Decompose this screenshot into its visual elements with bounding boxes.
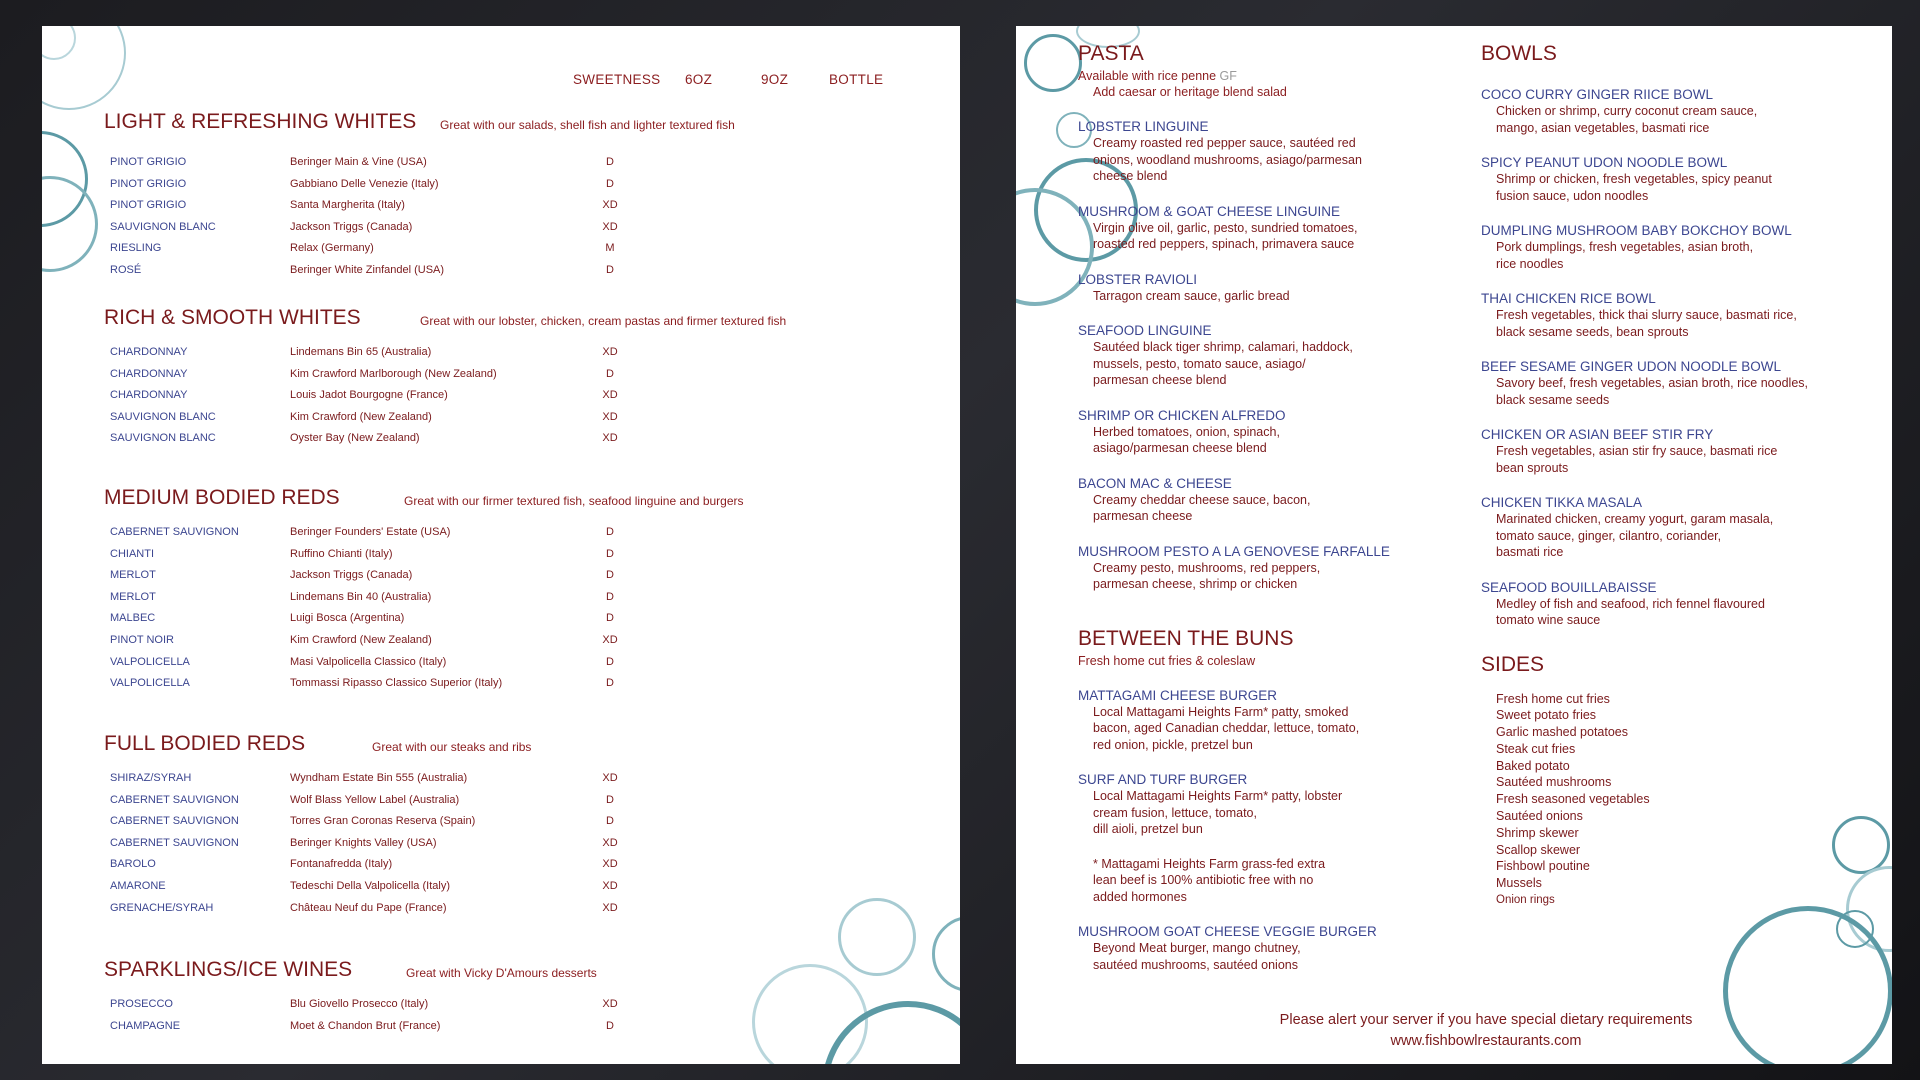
wine-sweetness: XD — [602, 880, 618, 892]
menu-item-name: SEAFOOD LINGUINE — [1078, 323, 1212, 338]
pasta-salad-note: Add caesar or heritage blend salad — [1093, 85, 1287, 99]
menu-item — [1078, 543, 1438, 593]
wine-producer: Blu Giovello Prosecco (Italy) — [290, 998, 429, 1010]
side-item: Scallop skewer — [1496, 842, 1581, 857]
menu-item-description: Creamy pesto, mushrooms, red peppers, parmesan cheese, shrimp or chicken — [1093, 560, 1321, 591]
menu-item — [1078, 118, 1438, 185]
wine-sweetness: M — [605, 242, 615, 255]
wine-producer: Tommassi Ripasso Classico Superior (Italy) — [290, 677, 503, 690]
menu-item-description: Shrimp or chicken, fresh vegetables, spicy peanut fusion sauce, udon noodles — [1496, 172, 1772, 203]
wine-name: SAUVIGNON BLANC — [110, 220, 216, 233]
wine-sweetness: D — [606, 569, 614, 582]
wine-producer: Jackson Triggs (Canada) — [290, 220, 413, 233]
menu-item-name: LOBSTER RAVIOLI — [1078, 271, 1198, 287]
rice-penne-note: Available with rice penne — [1078, 69, 1217, 83]
menu-item-description: Tarragon cream sauce, garlic bread — [1093, 288, 1290, 303]
bowls-items — [1481, 86, 1861, 629]
wine-section-title: RICH & SMOOTH WHITES — [104, 306, 361, 329]
wine-section-note: Great with our salads, shell fish and lighter textured fish — [440, 118, 735, 132]
menu-item-name: MUSHROOM GOAT CHEESE VEGGIE BURGER — [1078, 924, 1377, 939]
wine-producer: Ruffino Chianti (Italy) — [290, 547, 393, 560]
wine-section-note: Great with Vicky D'Amours desserts — [406, 966, 597, 980]
wine-name: RIESLING — [110, 242, 162, 255]
wine-producer: Masi Valpolicella Classico (Italy) — [290, 655, 447, 668]
menu-item — [1481, 579, 1861, 629]
menu-item — [1078, 475, 1438, 525]
menu-item — [1481, 494, 1861, 561]
wine-producer: Lindemans Bin 65 (Australia) — [290, 346, 432, 358]
wine-producer: Beringer Main & Vine (USA) — [290, 156, 427, 168]
menu-item-description: Virgin olive oil, garlic, pesto, sundried tomatoes, roasted red peppers, spinach, primavera sauce — [1093, 220, 1358, 251]
wine-name: PINOT GRIGIO — [110, 177, 187, 190]
side-item: Mussels — [1496, 876, 1542, 891]
wine-name: AMARONE — [110, 880, 166, 892]
wine-sweetness: D — [606, 612, 614, 625]
wine-section-title: FULL BODIED REDS — [104, 732, 306, 755]
buns-title: BETWEEN THE BUNS — [1078, 626, 1294, 650]
menu-item-name: BEEF SESAME GINGER UDON NOODLE BOWL — [1481, 359, 1782, 374]
wine-sweetness: XD — [602, 199, 618, 212]
wine-sweetness: D — [606, 526, 614, 538]
decorative-bubble — [932, 916, 960, 992]
wine-producer: Gabbiano Delle Venezie (Italy) — [290, 177, 439, 190]
dietary-notice: Please alert your server if you have special dietary requirements — [1279, 1012, 1693, 1028]
menu-item-description: Medley of fish and seafood, rich fennel flavoured tomato wine sauce — [1496, 596, 1765, 627]
menu-item-name: THAI CHICKEN RICE BOWL — [1481, 291, 1656, 306]
menu-item-name: CHICKEN TIKKA MASALA — [1481, 495, 1643, 510]
wine-name: PINOT GRIGIO — [110, 156, 187, 168]
wine-sweetness: D — [606, 1019, 614, 1032]
wine-producer: Kim Crawford (New Zealand) — [290, 410, 432, 423]
wine-section-note: Great with our firmer textured fish, seafood linguine and burgers — [404, 494, 744, 508]
wine-producer: Lindemans Bin 40 (Australia) — [290, 590, 432, 603]
menu-item — [1481, 222, 1861, 272]
side-item: Sweet potato fries — [1496, 708, 1597, 723]
wine-list-page — [42, 26, 960, 1064]
wine-name: SHIRAZ/SYRAH — [110, 772, 192, 784]
menu-item-name: SURF AND TURF BURGER — [1078, 772, 1248, 787]
wine-sweetness: D — [606, 655, 614, 668]
wine-producer: Fontanafredda (Italy) — [290, 858, 393, 871]
wine-producer: Relax (Germany) — [290, 242, 374, 255]
menu-item-description: Savory beef, fresh vegetables, asian broth, rice noodles, black sesame seeds — [1496, 376, 1808, 407]
wine-name: CHARDONNAY — [110, 389, 188, 402]
wine-producer: Wyndham Estate Bin 555 (Australia) — [290, 772, 468, 784]
pasta-title: PASTA — [1078, 42, 1144, 65]
menu-item — [1078, 203, 1438, 253]
menu-item-description: Sautéed black tiger shrimp, calamari, haddock, mussels, pesto, tomato sauce, asiago/ parmesan cheese blend — [1093, 340, 1353, 387]
menu-item-name: MUSHROOM & GOAT CHEESE LINGUINE — [1078, 203, 1341, 219]
header-sweetness: SWEETNESS — [573, 72, 661, 87]
wine-name: CABERNET SAUVIGNON — [110, 836, 239, 849]
wine-producer: Tedeschi Della Valpolicella (Italy) — [290, 880, 450, 892]
wine-sweetness: XD — [602, 389, 618, 402]
wine-sweetness: D — [606, 590, 614, 603]
menu-item-name: COCO CURRY GINGER RIICE BOWL — [1481, 87, 1714, 102]
wine-producer: Beringer Founders' Estate (USA) — [290, 526, 451, 538]
wine-sweetness: XD — [602, 858, 618, 871]
menu-item-description: Herbed tomatoes, onion, spinach, asiago/parmesan cheese blend — [1093, 424, 1280, 455]
wine-sweetness: D — [606, 177, 614, 190]
wine-name: VALPOLICELLA — [110, 677, 190, 690]
pasta-items — [1078, 118, 1438, 593]
wine-name: CHIANTI — [110, 547, 154, 560]
menu-item-description: Fresh vegetables, asian stir fry sauce, basmati rice bean sprouts — [1496, 444, 1778, 475]
wine-sweetness: XD — [602, 220, 618, 233]
wine-sweetness: XD — [602, 901, 618, 914]
menu-item — [1481, 86, 1861, 136]
bowls-title: BOWLS — [1481, 42, 1557, 65]
wine-sweetness: D — [606, 677, 614, 690]
menu-item-name: CHICKEN OR ASIAN BEEF STIR FRY — [1481, 427, 1714, 442]
sides-items — [1481, 691, 1861, 909]
menu-item-name: BACON MAC & CHEESE — [1078, 475, 1232, 491]
wine-producer: Jackson Triggs (Canada) — [290, 569, 413, 582]
wine-producer: Kim Crawford Marlborough (New Zealand) — [290, 367, 497, 380]
wine-section-note: Great with our steaks and ribs — [372, 740, 532, 754]
wine-sweetness: D — [606, 793, 614, 806]
decorative-bubble — [838, 898, 916, 976]
buns-subtitle: Fresh home cut fries & coleslaw — [1078, 653, 1256, 668]
wine-sweetness: XD — [602, 410, 618, 423]
bowls-column — [1481, 40, 1861, 909]
menu-item — [1481, 290, 1861, 340]
wine-name: BAROLO — [110, 858, 156, 871]
wine-producer: Luigi Bosca (Argentina) — [290, 612, 405, 625]
header-6oz: 6OZ — [685, 72, 713, 87]
menu-item — [1481, 154, 1861, 204]
menu-item-description: Beyond Meat burger, mango chutney, sautéed mushrooms, sautéed onions — [1093, 941, 1301, 972]
pasta-column — [1078, 40, 1438, 973]
wine-sweetness: D — [606, 264, 614, 276]
gf-badge: GF — [1219, 69, 1237, 83]
wine-name: PROSECCO — [110, 998, 173, 1010]
menu-item — [1078, 687, 1438, 754]
wine-section-note: Great with our lobster, chicken, cream pastas and firmer textured fish — [420, 314, 787, 328]
menu-item — [1078, 271, 1438, 305]
menu-item — [1481, 426, 1861, 476]
wine-producer: Louis Jadot Bourgogne (France) — [290, 389, 448, 402]
menu-item-name: SPICY PEANUT UDON NOODLE BOWL — [1481, 155, 1728, 170]
footer — [1136, 1010, 1836, 1052]
beef-note: * Mattagami Heights Farm grass-fed extra lean beef is 100% antibiotic free with no added hormones — [1093, 856, 1326, 904]
side-item: Fresh seasoned vegetables — [1496, 792, 1650, 807]
menu-item-name: MATTAGAMI CHEESE BURGER — [1078, 687, 1278, 703]
wine-name: CHARDONNAY — [110, 367, 188, 380]
wine-name: GRENACHE/SYRAH — [110, 901, 214, 914]
food-menu-page — [1016, 26, 1892, 1064]
wine-sweetness: D — [606, 815, 614, 828]
side-item: Steak cut fries — [1496, 741, 1576, 756]
wine-name: PINOT NOIR — [110, 634, 174, 646]
side-item: Sautéed onions — [1496, 809, 1583, 824]
wine-name: ROSÉ — [110, 264, 142, 276]
wine-sweetness: XD — [602, 772, 618, 784]
wine-sweetness: XD — [602, 836, 618, 849]
pasta-subtitle — [1078, 68, 1438, 84]
menu-item — [1078, 771, 1438, 838]
wine-producer: Santa Margherita (Italy) — [290, 199, 405, 212]
wine-name: MALBEC — [110, 612, 156, 625]
menu-item-description: Creamy cheddar cheese sauce, bacon, parmesan cheese — [1093, 492, 1311, 523]
wine-name: PINOT GRIGIO — [110, 199, 187, 212]
wine-sweetness: D — [606, 547, 614, 560]
wine-sweetness: XD — [602, 998, 618, 1010]
wine-producer: Beringer Knights Valley (USA) — [290, 836, 437, 849]
wine-producer: Château Neuf du Pape (France) — [290, 901, 447, 914]
side-item: Sautéed mushrooms — [1496, 775, 1612, 790]
header-bottle: BOTTLE — [829, 72, 884, 87]
buns-items — [1078, 687, 1438, 838]
menu-item — [1078, 923, 1438, 973]
wine-section-title: LIGHT & REFRESHING WHITES — [104, 110, 417, 133]
website-url: www.fishbowlrestaurants.com — [1390, 1033, 1582, 1049]
menu-item-description: Fresh vegetables, thick thai slurry sauce, basmati rice, black sesame seeds, bean sprouts — [1496, 308, 1797, 339]
menu-item — [1481, 358, 1861, 408]
wine-producer: Oyster Bay (New Zealand) — [290, 432, 420, 445]
menu-item — [1078, 322, 1438, 389]
side-item: Onion rings — [1496, 894, 1555, 907]
wine-name: MERLOT — [110, 569, 156, 582]
decorative-bubble — [42, 176, 98, 272]
wine-section-title: SPARKLINGS/ICE WINES — [104, 958, 353, 981]
wine-name: MERLOT — [110, 590, 156, 603]
menu-item-description: Local Mattagami Heights Farm* patty, smoked bacon, aged Canadian cheddar, lettuce, tomato, red onion, pickle, pretzel bun — [1093, 704, 1360, 752]
menu-item-description: Chicken or shrimp, curry coconut cream sauce, mango, asian vegetables, basmati rice — [1496, 104, 1758, 135]
menu-item — [1078, 407, 1438, 457]
wine-name: SAUVIGNON BLANC — [110, 432, 216, 445]
menu-item-description: Pork dumplings, fresh vegetables, asian broth, rice noodles — [1496, 240, 1754, 271]
wine-name: CABERNET SAUVIGNON — [110, 526, 239, 538]
sides-title: SIDES — [1481, 652, 1545, 676]
side-item: Fishbowl poutine — [1496, 859, 1590, 874]
wine-producer: Moet & Chandon Brut (France) — [290, 1019, 441, 1032]
menu-item-name: MUSHROOM PESTO A LA GENOVESE FARFALLE — [1078, 543, 1390, 559]
menu-item-name: LOBSTER LINGUINE — [1078, 119, 1209, 134]
wine-name: SAUVIGNON BLANC — [110, 410, 216, 423]
wine-section-title: MEDIUM BODIED REDS — [104, 486, 340, 509]
wine-sweetness: XD — [602, 634, 618, 646]
side-item: Baked potato — [1496, 758, 1570, 773]
menu-item-name: SEAFOOD BOUILLABAISSE — [1481, 579, 1657, 595]
header-9oz: 9OZ — [761, 72, 789, 87]
wine-name: CHAMPAGNE — [110, 1019, 181, 1032]
menu-item-description: Creamy roasted red pepper sauce, sautéed red onions, woodland mushrooms, asiago/parmesan cheese blend — [1093, 136, 1362, 183]
menu-item-name: SHRIMP OR CHICKEN ALFREDO — [1078, 407, 1286, 423]
menu-item-description: Local Mattagami Heights Farm* patty, lobster cream fusion, lettuce, tomato, dill aioli, pretzel bun — [1093, 789, 1343, 836]
wine-sweetness: XD — [602, 432, 618, 445]
wine-producer: Torres Gran Coronas Reserva (Spain) — [290, 815, 476, 828]
side-item: Garlic mashed potatoes — [1496, 725, 1629, 740]
menu-item-name: DUMPLING MUSHROOM BABY BOKCHOY BOWL — [1481, 223, 1792, 238]
wine-sweetness: D — [606, 156, 614, 168]
wine-sweetness: XD — [602, 346, 618, 358]
side-item: Fresh home cut fries — [1496, 691, 1610, 706]
wine-sweetness: D — [606, 367, 614, 380]
wine-name: CABERNET SAUVIGNON — [110, 793, 239, 806]
side-item: Shrimp skewer — [1496, 825, 1579, 840]
wine-producer: Wolf Blass Yellow Label (Australia) — [290, 793, 460, 806]
wine-name: VALPOLICELLA — [110, 655, 190, 668]
wine-name: CABERNET SAUVIGNON — [110, 815, 239, 828]
wine-name: CHARDONNAY — [110, 346, 188, 358]
menu-item-description: Marinated chicken, creamy yogurt, garam masala, tomato sauce, ginger, cilantro, coriander, basmati rice — [1496, 512, 1774, 559]
wine-producer: Beringer White Zinfandel (USA) — [290, 264, 445, 276]
wine-producer: Kim Crawford (New Zealand) — [290, 634, 432, 646]
decorative-bubble — [1024, 34, 1082, 92]
